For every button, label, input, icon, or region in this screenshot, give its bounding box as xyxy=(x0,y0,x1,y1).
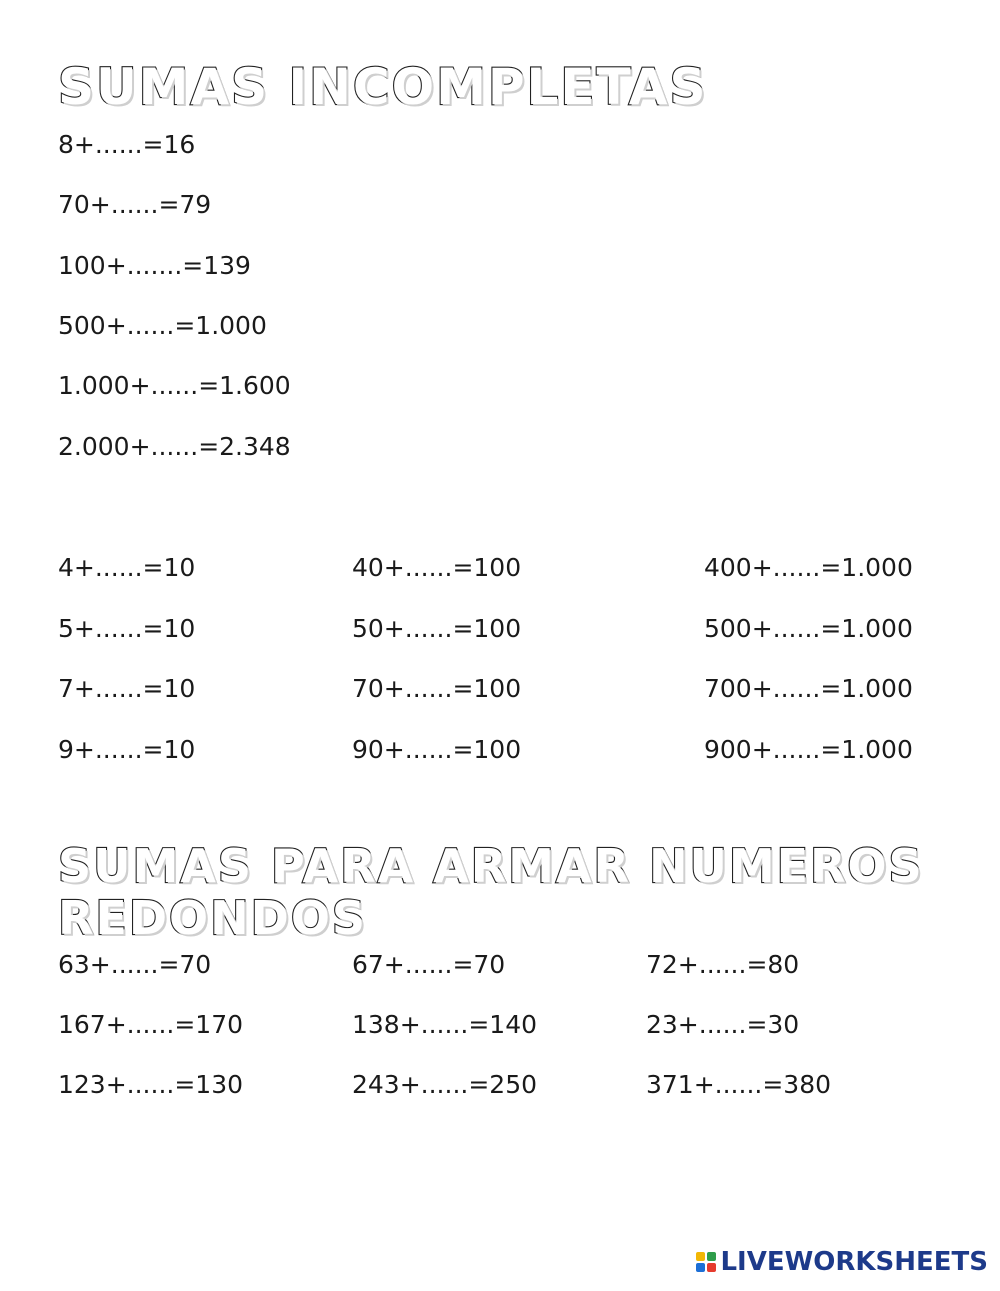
equation: 4+......=10 xyxy=(58,553,196,582)
equation: 40+......=100 xyxy=(352,553,522,582)
equation: 167+......=170 xyxy=(58,1010,244,1039)
equation: 67+......=70 xyxy=(352,950,506,979)
equation: 138+......=140 xyxy=(352,1010,538,1039)
equation: 7+......=10 xyxy=(58,674,196,703)
equation: 500+......=1.000 xyxy=(704,614,913,643)
equation: 123+......=130 xyxy=(58,1070,244,1099)
logo-square-icon xyxy=(707,1263,716,1272)
equation: 23+......=30 xyxy=(646,1010,800,1039)
logo-square-icon xyxy=(707,1252,716,1261)
equation: 72+......=80 xyxy=(646,950,800,979)
equation: 90+......=100 xyxy=(352,735,522,764)
logo-text: LIVEWORKSHEETS xyxy=(720,1247,988,1277)
equation: 5+......=10 xyxy=(58,614,196,643)
equation: 2.000+......=2.348 xyxy=(58,432,291,461)
section-title-sumas-para-armar-numeros-redondos: SUMAS PARA ARMAR NUMEROS REDONDOS xyxy=(58,839,924,945)
section-title-sumas-incompletas: SUMAS INCOMPLETAS xyxy=(58,58,708,116)
equation: 243+......=250 xyxy=(352,1070,538,1099)
equation: 50+......=100 xyxy=(352,614,522,643)
equation: 400+......=1.000 xyxy=(704,553,913,582)
equation: 8+......=16 xyxy=(58,130,196,159)
equation: 63+......=70 xyxy=(58,950,212,979)
equation: 900+......=1.000 xyxy=(704,735,913,764)
liveworksheets-logo xyxy=(696,1247,988,1277)
equation: 9+......=10 xyxy=(58,735,196,764)
logo-square-icon xyxy=(696,1252,705,1261)
equation: 500+......=1.000 xyxy=(58,311,267,340)
equation: 1.000+......=1.600 xyxy=(58,371,291,400)
logo-square-icon xyxy=(696,1263,705,1272)
equation: 70+......=79 xyxy=(58,190,212,219)
liveworksheets-logo-icon xyxy=(696,1252,716,1272)
equation: 700+......=1.000 xyxy=(704,674,913,703)
equation: 371+......=380 xyxy=(646,1070,832,1099)
equation: 70+......=100 xyxy=(352,674,522,703)
equation: 100+.......=139 xyxy=(58,251,251,280)
